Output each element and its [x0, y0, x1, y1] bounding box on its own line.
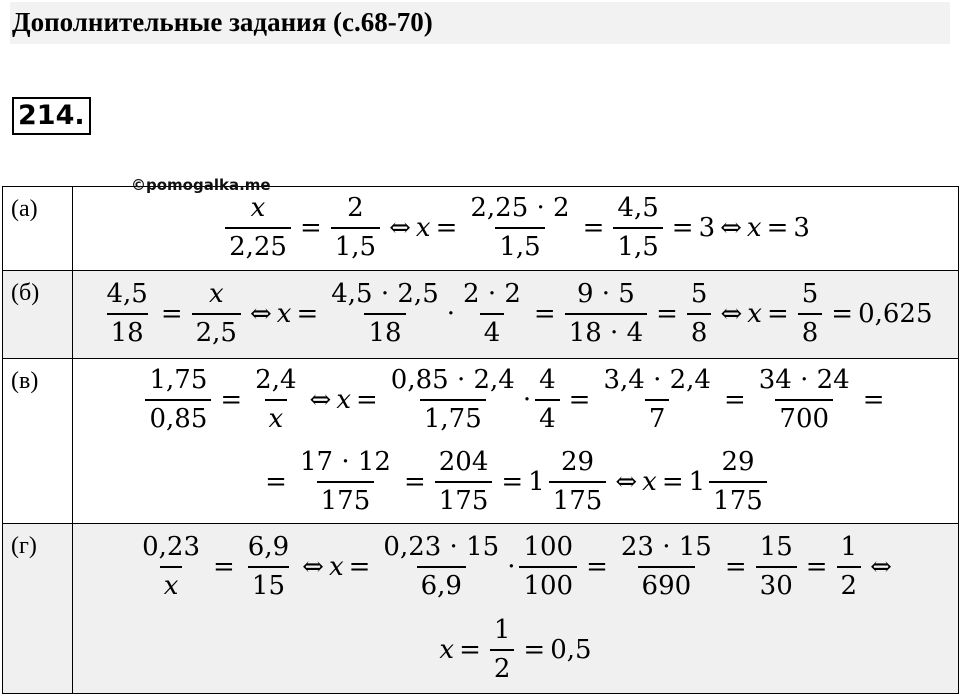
- math-b: [73, 271, 959, 359]
- answer-v: 1 29 175: [689, 444, 771, 520]
- row-label-b: (б): [3, 271, 73, 359]
- equation-line: $\frac{1,75}{0,85}$ = $\frac{2,4}{x}$ ⇔ x = $\frac{0,85 \cdot 2,4}{1,75}$ · $\frac{4}{4}$ = $\frac{3,4 \cdot 2,4}{7}$ = $\frac{34 \cdot 24}{700}$ =: [73, 359, 958, 441]
- fraction: $\frac{17 \cdot 12}{175}$: [296, 444, 395, 520]
- equation-line: = $\frac{17 \cdot 12}{175}$ = $\frac{204}{175}$ = 1 29 175 ⇔ x = 1 29 175: [73, 441, 958, 523]
- fraction: $\frac{x}{2,25}$: [225, 190, 291, 266]
- fraction: $\frac{34 \cdot 24}{700}$: [755, 362, 854, 438]
- task-number: 214.: [12, 97, 91, 135]
- row-g: [3, 524, 959, 694]
- row-label-a: (а): [3, 187, 73, 271]
- fraction: $\frac{1,75}{0,85}$: [145, 362, 211, 438]
- fraction: $\frac{6,9}{15}$: [244, 529, 293, 605]
- section-header: [10, 2, 950, 44]
- fraction: $\frac{5}{8}$: [798, 276, 823, 352]
- equation-line: x = $\frac{1}{2}$ = 0,5: [73, 610, 958, 690]
- math-a: [73, 187, 959, 271]
- fraction: $\frac{9 \cdot 5}{18 \cdot 4}$: [565, 276, 647, 352]
- fraction: $\frac{1}{2}$: [490, 612, 515, 688]
- fraction: $\frac{2,25 \cdot 2}{1,5}$: [466, 190, 573, 266]
- row-v: [3, 359, 959, 524]
- row-label-g: (г): [3, 524, 73, 694]
- row-label-v: (в): [3, 359, 73, 524]
- equation-line: $\frac{4,5}{18}$ = $\frac{x}{2,5}$ ⇔ x = $\frac{4,5 \cdot 2,5}{18}$ · $\frac{2 \cdot 2}{4}$ = $\frac{9 \cdot 5}{18 \cdot 4}$ = $\frac{5}{8}$ ⇔ x = $\frac{5}{8}$ = 0,625: [73, 271, 958, 357]
- fraction: $\frac{100}{100}$: [519, 529, 577, 605]
- fraction: $\frac{4,5}{18}$: [102, 276, 151, 352]
- fraction: $\frac{4,5 \cdot 2,5}{18}$: [327, 276, 443, 352]
- solutions-table: [2, 186, 959, 694]
- row-a: [3, 187, 959, 271]
- fraction: $\frac{0,23}{x}$: [138, 529, 204, 605]
- answer-g: 0,5: [550, 635, 592, 665]
- answer-b: 0,625: [858, 299, 933, 329]
- fraction: $\frac{4}{4}$: [535, 362, 560, 438]
- fraction: $\frac{2}{1,5}$: [331, 190, 380, 266]
- row-b: [3, 271, 959, 359]
- fraction: $\frac{204}{175}$: [435, 444, 493, 520]
- fraction: $\frac{3,4 \cdot 2,4}{7}$: [599, 362, 715, 438]
- answer-a: 3: [793, 213, 810, 243]
- fraction: $\frac{4,5}{1,5}$: [613, 190, 662, 266]
- mixed-number: 1 29 175: [528, 444, 610, 520]
- fraction: $\frac{0,85 \cdot 2,4}{1,75}$: [387, 362, 519, 438]
- section-title: Дополнительные задания (с.68-70): [12, 7, 433, 37]
- fraction: $\frac{23 \cdot 15}{690}$: [617, 529, 716, 605]
- fraction: $\frac{2 \cdot 2}{4}$: [459, 276, 525, 352]
- equation-line: $\frac{0,23}{x}$ = $\frac{6,9}{15}$ ⇔ x = $\frac{0,23 \cdot 15}{6,9}$ · $\frac{100}{100}$ = $\frac{23 \cdot 15}{690}$ = $\frac{15}{30}$ = $\frac{1}{2}$ ⇔: [73, 524, 958, 610]
- fraction: $\frac{15}{30}$: [756, 529, 797, 605]
- fraction: $\frac{2,4}{x}$: [251, 362, 300, 438]
- fraction: $\frac{1}{2}$: [837, 529, 862, 605]
- math-v: [73, 359, 959, 524]
- fraction: $\frac{5}{8}$: [687, 276, 712, 352]
- equation-line: $\frac{x}{2,25}$ = $\frac{2}{1,5}$ ⇔ x = $\frac{2,25 \cdot 2}{1,5}$ = $\frac{4,5}{1,5}$ = 3 ⇔ x = 3: [73, 187, 958, 269]
- math-g: [73, 524, 959, 694]
- fraction: $\frac{0,23 \cdot 15}{6,9}$: [379, 529, 503, 605]
- watermark: ©pomogalka.me: [131, 176, 271, 194]
- fraction: $\frac{x}{2,5}$: [192, 276, 241, 352]
